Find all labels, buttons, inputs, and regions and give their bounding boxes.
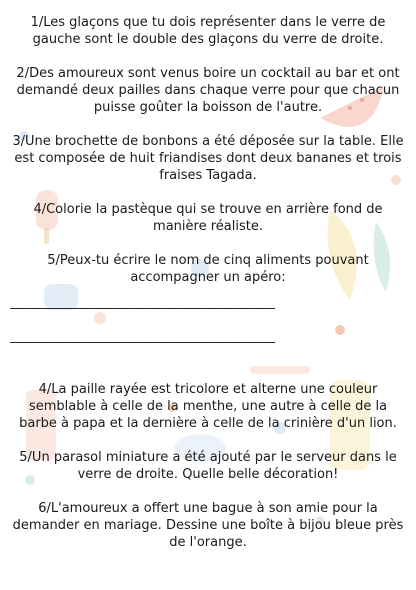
worksheet-content [10,14,406,568]
question-5: 5/Peux-tu écrire le nom de cinq aliments pouvant accompagner un apéro: [47,253,369,285]
question-1: 1/Les glaçons que tu dois représenter dans le verre de gauche sont le double des glaçons du verre de droite. [30,15,386,47]
question-4: 4/Colorie la pastèque qui se trouve en arrière fond de manière réaliste. [33,202,383,234]
question-3: 3/Une brochette de bonbons a été déposée sur la table. Elle est composée de huit friandises dont deux bananes et trois fraises Tagada. [12,134,404,183]
question-8: 6/L'amoureux a offert une bague à son amie pour la demander en mariage. Dessine une boîte à bijou bleue près de l'orange. [12,501,404,550]
answer-line[interactable]: ________________________________________________ [10,329,274,344]
question-6: 4/La paille rayée est tricolore et alterne une couleur semblable à celle de la menthe, une autre à celle de la barbe à papa et la dernière à celle de la crinière d'un lion. [19,382,397,431]
question-7: 5/Un parasol miniature a été ajouté par le serveur dans le verre de droite. Quelle belle décoration! [19,450,397,482]
answer-line[interactable]: ________________________________________________ [10,295,274,310]
question-2: 2/Des amoureux sont venus boire un cocktail au bar et ont demandé deux pailles dans chaque verre pour que chacun puisse goûter la boisson de l'autre. [16,66,400,115]
